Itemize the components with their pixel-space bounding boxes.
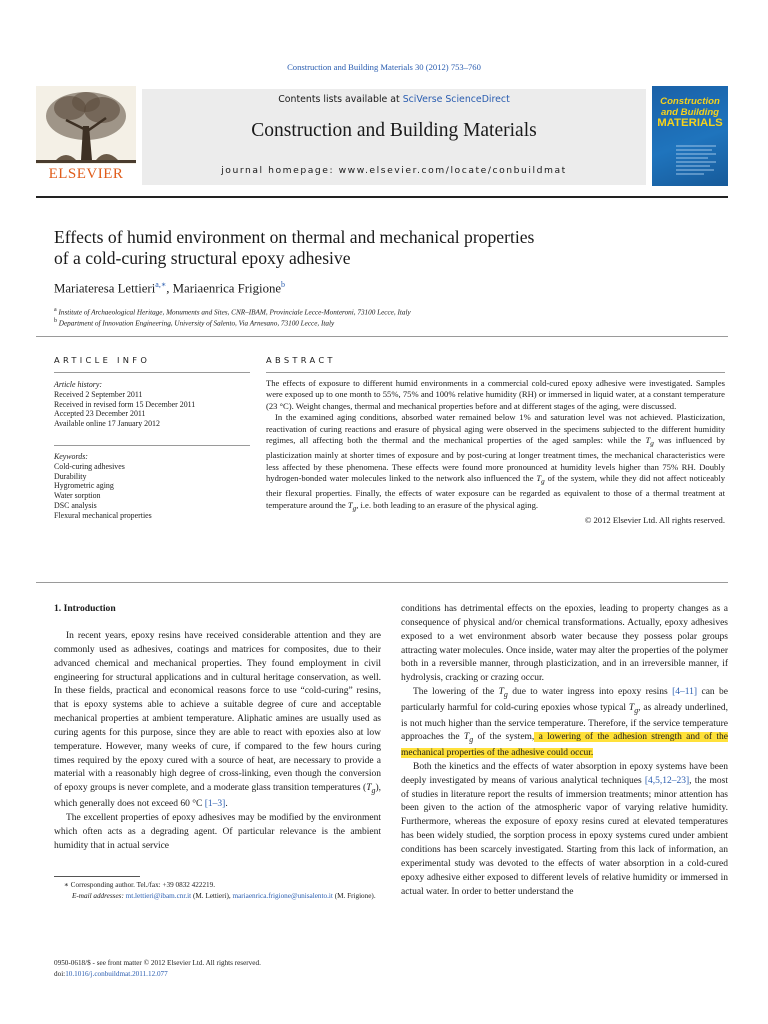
affiliation-rule	[36, 336, 728, 337]
keywords-rule	[54, 445, 250, 446]
journal-citation[interactable]: Construction and Building Materials 30 (2012) 753–760	[287, 62, 481, 72]
abstract-paragraph-1: The effects of exposure to different humid environments in a commercial cold-cured epoxy adhesive were investigated. Samples were exposed up to one month to 55%, 75% and 100% relative humidity (RH) or immersed in liquid water, at a constant temperature (23 °C). Weight changes, thermal and mechanical properties before and at different stages of the aging, were discussed.	[266, 378, 725, 411]
intro-paragraph-1: In recent years, epoxy resins have received considerable attention and they are commonly used as adhesives, coatings and matrices for composites, due to their advanced chemical and mechanical properties. They found employment in civil engineering for structural applications and in cultural heritage conservation, as well. In these fields, practical and economical reasons force to use “cold-curing” resins, that is epoxy systems able to achieve a suitable degree of cure and acceptable mechanical properties at ambient temperature. Aliphatic amines are usually used as curing agents for this purpose, since they are able to react with epoxies also at low temperature. However, many weeks of cure, if compared to the few hours curing times required by the epoxy cured with a source of heat, are necessary to provide a material with a reasonably high degree of cross-linking, even though the conversion of epoxy groups is never complete, and a moderate glass transition temperatures $(T_g)$, which generally does not exceed 60 °C [1–3].	[54, 631, 381, 810]
email-link-frigione[interactable]: mariaenrica.frigione@unisalento.it	[232, 891, 333, 900]
author-lettieri-marks[interactable]: a,∗	[155, 280, 167, 289]
keyword: Flexural mechanical properties	[54, 510, 152, 520]
doi-link[interactable]: 10.1016/j.conbuildmat.2011.12.077	[65, 970, 168, 978]
article-info-rule	[54, 372, 250, 373]
abstract-bottom-rule	[36, 582, 728, 583]
email-link-lettieri[interactable]: mt.lettieri@ibam.cnr.it	[125, 891, 192, 900]
author-frigione-marks[interactable]: b	[281, 280, 286, 289]
keyword: Hygrometric aging	[54, 481, 114, 491]
journal-title: Construction and Building Materials	[251, 120, 537, 141]
abstract-copyright: © 2012 Elsevier Ltd. All rights reserved.	[584, 514, 725, 525]
keyword: Water sorption	[54, 491, 101, 501]
abstract-rule	[266, 372, 725, 373]
intro-paragraph-3: conditions has detrimental effects on the epoxies, leading to property changes as a consequence of physical and/or chemical transformations. Actually, epoxy adhesives exposed to a wet environment absorb water because they possess polar groups attracting water molecules. Once inside, water may alter the properties of the polymer both in a reversible manner, through plasticization, and in an irreversible manner, if hydrolysis, cracking or crazing occur.	[401, 604, 728, 684]
keywords: Keywords: Cold-curing adhesives Durability Hygrometric aging Water sorption DSC analysis Flexural mechanical properties	[54, 452, 254, 521]
article-info-heading: ARTICLE INFO	[54, 355, 151, 365]
sciencedirect-link[interactable]: SciVerse ScienceDirect	[402, 94, 510, 105]
reference-link[interactable]: [4–11]	[672, 687, 698, 698]
keyword: Durability	[54, 471, 87, 481]
elsevier-wordmark: ELSEVIER	[48, 166, 124, 182]
paper-title: Effects of humid environment on thermal and mechanical properties of a cold-curing structural epoxy adhesive	[54, 227, 535, 268]
article-history: Article history: Received 2 September 2011 Received in revised form 15 December 2011 Accepted 23 December 2011 Available online 17 January 2012	[54, 380, 196, 429]
reference-link[interactable]: [1–3]	[204, 799, 226, 810]
abstract-paragraph-2: In the examined aging conditions, absorbed water remained below 1% and saturation level was not achieved. Plasticization, reactivation of curing reactions and erasure of physical aging were observed in the specimens subjected to the different humidity regimes, all affecting both the thermal and the mechanical properties of the aged samples: while the $T_g$ was influenced by plasticization mainly at shorter times of exposure and by post-curing at longer treatment times, the mechanical characteristics were less affected by these phenomena. These effects were found more pronounced at humidity levels higher than 75% RH. Doubly hydrogen-bonded water molecules linked to the network also influenced the $T_g$ of the system, while they did not affect noticeably their flexural properties. Finally, the effects of water exposure can be regarded as equivalent to those of a thermal treatment at temperature around the $T_g$, i.e. both leading to an erasure of the physical aging.	[266, 412, 726, 513]
doi-line: doi:10.1016/j.conbuildmat.2011.12.077	[54, 970, 168, 978]
intro-right-column	[401, 603, 728, 899]
keyword: Cold-curing adhesives	[54, 461, 125, 471]
journal-homepage[interactable]: journal homepage: www.elsevier.com/locate/conbuildmat	[221, 165, 567, 176]
affiliation-a: $^a$ Institute of Archaeological Heritage, Monuments and Sites, CNR–IBAM, Provinciale Lecce-Monteroni, 73100 Lecce, Italy	[54, 307, 411, 317]
author-frigione: Mariaenrica Frigione	[172, 281, 282, 296]
cover-title: Construction and Building MATERIALS	[657, 96, 723, 129]
intro-paragraph-2: The excellent properties of epoxy adhesives may be modified by the environment which often acts as a degrading agent. Of particular relevance is the ambient humidity that in actual service	[54, 812, 381, 851]
intro-paragraph-5: Both the kinetics and the effects of water absorption in epoxy systems have been deeply investigated by means of various analytical techniques [4,5,12–23], the most of studies in literature report the results of immersion treatments; minor attention has been given to the action of the atmospheric vapor of varying relative humidity. Furthermore, whereas the exposure of epoxy resins cured at elevated temperatures has been widely studied, the sorption process in epoxy systems cured under ambient conditions has been scarcely investigated. Starting from this lack of information, an experimental study was devoted to the effects of water absorption in a cold-cured epoxy adhesive either exposed to different levels of relative humidity or immersed in actual water. In order to better understand the	[401, 761, 728, 897]
cover-text-lines	[676, 144, 716, 178]
corresponding-author-footnote: ∗ Corresponding author. Tel./fax: +39 0832 422219. E-mail addresses: mt.lettieri@ibam.cnr.it (M. Lettieri), mariaenrica.frigione@unisalento.it (M. Frigione).	[64, 881, 376, 900]
abstract-heading: ABSTRACT	[266, 355, 336, 365]
intro-paragraph-4: The lowering of the $T_g$ due to water ingress into epoxy resins [4–11] can be particularly harmful for cold-curing epoxies whose typical $T_g$, as already underlined, is not much higher than the service temperature. Therefore, if the service temperature approaches the $T_g$ of the system, a lowering of the adhesion strength and of the mechanical properties of the adhesive could occur.	[401, 687, 729, 759]
contents-available: Contents lists available at SciVerse ScienceDirect	[278, 94, 510, 105]
authors: Mariateresa Lettieri$^{a,∗}$, Mariaenrica Frigione$^b$	[54, 280, 286, 296]
author-lettieri: Mariateresa Lettieri	[54, 281, 156, 296]
introduction-heading: 1. Introduction	[54, 603, 116, 614]
intro-left-column	[54, 630, 381, 853]
reference-link[interactable]: [4,5,12–23]	[644, 775, 690, 786]
highlighted-text: a lowering of the adhesion strength and of the mechanical properties of the adhesive could occur.	[401, 732, 728, 759]
keyword: DSC analysis	[54, 500, 97, 510]
abstract-body	[266, 378, 725, 526]
affiliation-b: $^b$ Department of Innovation Engineering, University of Salento, Via Arnesano, 73100 Lecce, Italy	[54, 318, 335, 328]
footnote-rule	[54, 876, 140, 877]
issn-line: 0950-0618/$ - see front matter © 2012 Elsevier Ltd. All rights reserved.	[54, 959, 261, 967]
header-rule	[36, 196, 728, 198]
